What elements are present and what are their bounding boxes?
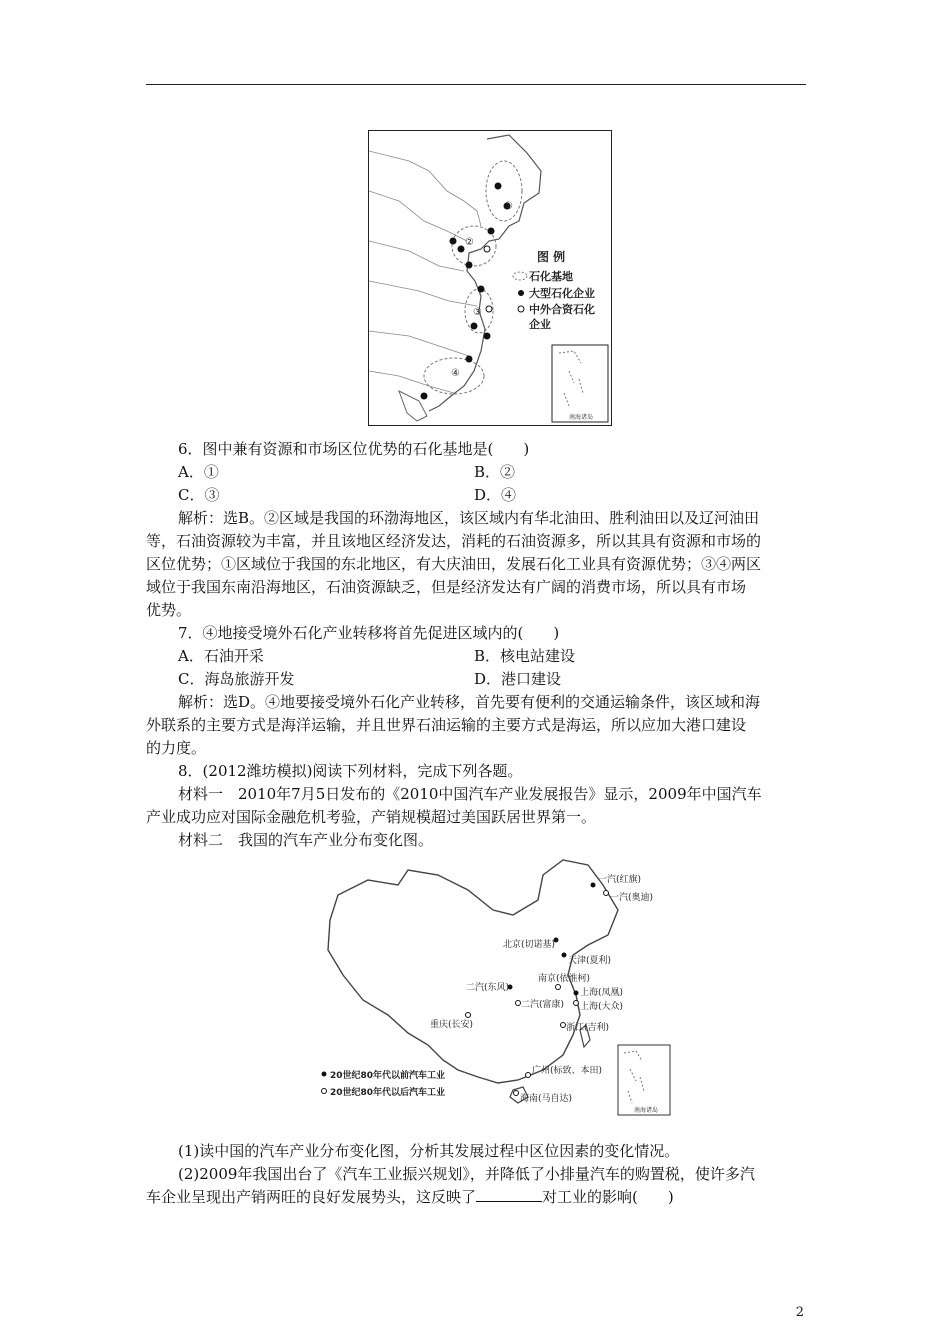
q8-material2: 材料二 我国的汽车产业分布变化图。 bbox=[178, 831, 434, 849]
region-label-1: ① bbox=[504, 201, 513, 212]
petrochemical-map-drawing bbox=[369, 131, 610, 424]
q6-option-d: D．④ bbox=[474, 486, 517, 504]
page-number: 2 bbox=[795, 1305, 804, 1320]
auto-industry-map-drawing bbox=[318, 855, 673, 1117]
city-label: 一汽(红旗) bbox=[598, 875, 642, 885]
petrochemical-map bbox=[368, 130, 612, 426]
q8-stem: 8．(2012潍坊模拟)阅读下列材料，完成下列各题。 bbox=[178, 762, 523, 780]
city-label: 南京(依维柯) bbox=[538, 974, 591, 984]
legend-title: 图 例 bbox=[537, 250, 566, 264]
q6-analysis-line: 域位于我国东南沿海地区，石油资源缺乏，但是经济发达有广阔的消费市场，所以具有市场 bbox=[146, 578, 747, 596]
q8-sub2-line2b: 对工业的影响( ) bbox=[542, 1188, 674, 1206]
map1-inset-label: 南海诸岛 bbox=[569, 414, 594, 421]
legend-before-80s: 20世纪80年代以前汽车工业 bbox=[330, 1071, 446, 1081]
legend-item-base: 石化基地 bbox=[529, 270, 573, 283]
q6-option-b: B．② bbox=[474, 463, 516, 481]
q8-sub1: (1)读中国的汽车产业分布变化图，分析其发展过程中区位因素的变化情况。 bbox=[178, 1142, 680, 1160]
answer-blank[interactable] bbox=[476, 1187, 542, 1202]
map2-inset-label: 南海诸岛 bbox=[634, 1107, 659, 1114]
q7-option-c: C．海岛旅游开发 bbox=[178, 670, 295, 688]
region-label-2: ② bbox=[465, 237, 474, 248]
q7-analysis bbox=[146, 691, 806, 760]
q7-analysis-line: 的力度。 bbox=[146, 739, 207, 757]
region-label-4: ④ bbox=[451, 368, 460, 379]
q6-option-c: C．③ bbox=[178, 486, 220, 504]
q8-material1 bbox=[146, 783, 806, 829]
header-rule bbox=[146, 84, 806, 85]
q8-material1-line: 产业成功应对国际金融危机考验，产销规模超过美国跃居世界第一。 bbox=[146, 808, 597, 826]
city-label: 重庆(长安) bbox=[430, 1020, 474, 1030]
q6-analysis-line: 区位优势；①区域位于我国的东北地区，有大庆油田，发展石化工业具有资源优势；③④两区 bbox=[146, 555, 762, 573]
q6-analysis-line: 优势。 bbox=[146, 601, 192, 619]
q7-stem: 7．④地接受境外石化产业转移将首先促进区域内的( ) bbox=[178, 624, 560, 642]
q8-sub2-line2a: 车企业呈现出产销两旺的良好发展势头，这反映了 bbox=[146, 1188, 477, 1206]
q6-analysis-line: 等，石油资源较为丰富，并且该地区经济发达，消耗的石油资源多，所以其具有资源和市场的 bbox=[146, 532, 762, 550]
q7-option-b: B．核电站建设 bbox=[474, 647, 576, 665]
auto-industry-map bbox=[318, 855, 673, 1117]
legend-item-joint-2: 企业 bbox=[529, 318, 551, 331]
legend-item-joint: 中外合资石化 bbox=[529, 303, 595, 316]
city-label: 广州(标致、本田) bbox=[532, 1066, 603, 1076]
city-label: 天津(夏利) bbox=[568, 956, 612, 966]
city-label: 浙江(吉利) bbox=[566, 1023, 610, 1033]
legend-item-large: 大型石化企业 bbox=[529, 287, 595, 300]
q7-analysis-line: 外联系的主要方式是海洋运输，并且世界石油运输的主要方式是海运，所以应加大港口建设 bbox=[146, 716, 747, 734]
city-label: 二汽(东风) bbox=[466, 983, 510, 993]
city-label: 海南(马自达) bbox=[520, 1094, 573, 1104]
q6-analysis bbox=[146, 507, 806, 622]
city-label: 北京(切诺基) bbox=[503, 940, 556, 950]
q7-option-d: D．港口建设 bbox=[474, 670, 562, 688]
city-label: 一汽(奥迪) bbox=[610, 893, 654, 903]
q8-sub2-line2 bbox=[146, 1186, 674, 1209]
city-label: 上海(凤凰) bbox=[580, 988, 624, 998]
city-label: 二汽(富康) bbox=[521, 1000, 565, 1010]
q7-option-a: A．石油开采 bbox=[178, 647, 264, 665]
region-label-3: ③ bbox=[473, 307, 482, 318]
legend-after-80s: 20世纪80年代以后汽车工业 bbox=[330, 1088, 446, 1098]
q8-sub2-line1: (2)2009年我国出台了《汽车工业振兴规划》，并降低了小排量汽车的购置税，使许多汽 bbox=[178, 1165, 755, 1183]
q6-option-a: A．① bbox=[178, 463, 219, 481]
q8-material1-line: 材料一 2010年7月5日发布的《2010中国汽车产业发展报告》显示，2009年中国汽车 bbox=[178, 785, 762, 803]
q6-stem: 6．图中兼有资源和市场区位优势的石化基地是( ) bbox=[178, 440, 530, 458]
city-label: 上海(大众) bbox=[580, 1002, 624, 1012]
q6-analysis-line: 解析：选B。②区域是我国的环渤海地区，该区域内有华北油田、胜利油田以及辽河油田 bbox=[178, 509, 760, 527]
q7-analysis-line: 解析：选D。④地要接受境外石化产业转移，首先要有便利的交通运输条件，该区域和海 bbox=[178, 693, 761, 711]
